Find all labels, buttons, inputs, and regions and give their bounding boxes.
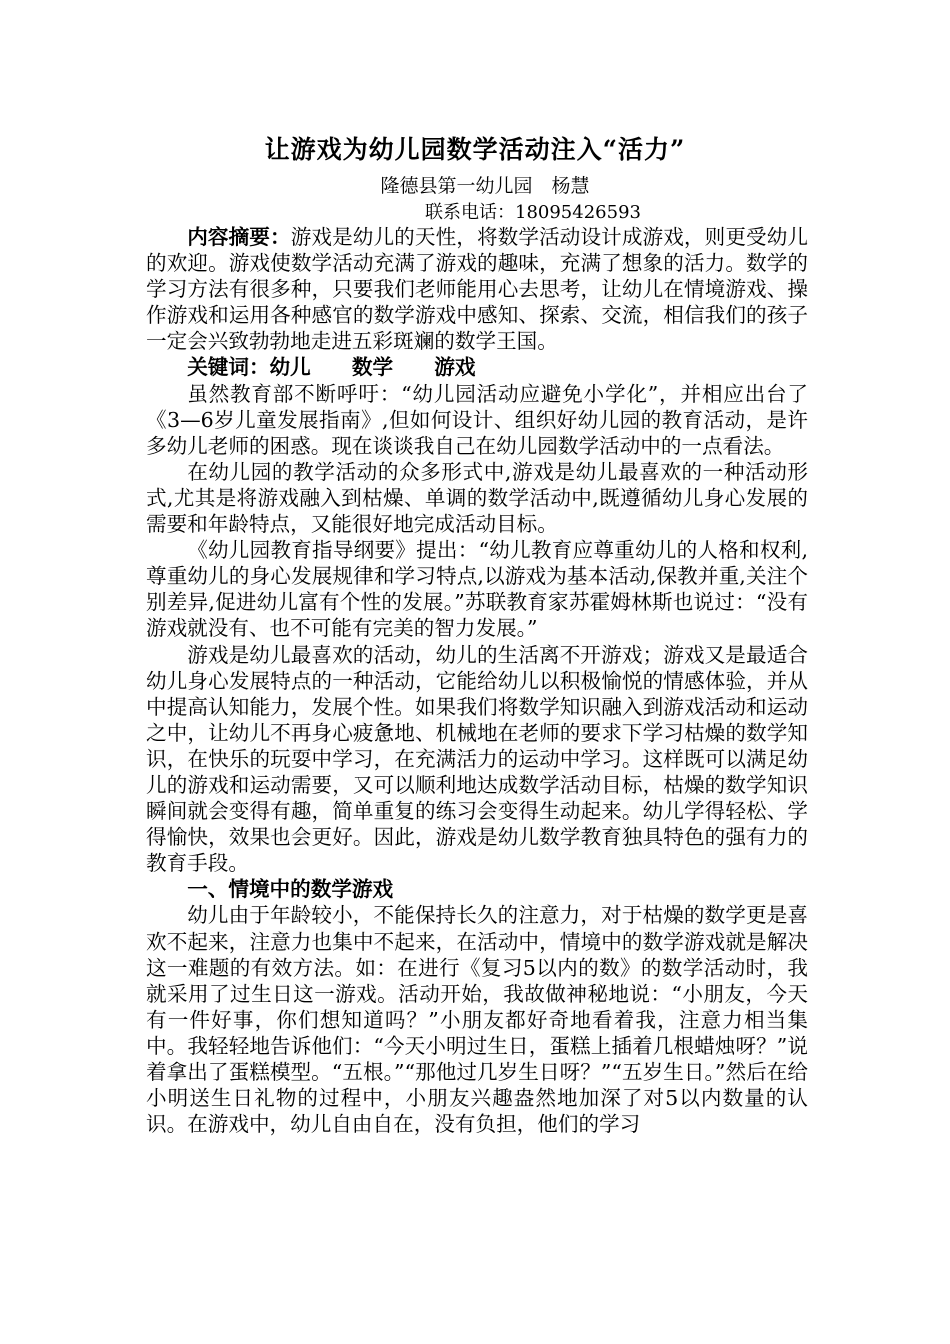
keywords-line: 关键词：幼儿 数学 游戏	[187, 355, 476, 380]
section-heading-1: 一、情境中的数学游戏	[187, 877, 394, 902]
body-paragraph-3: 《幼儿园教育指导纲要》提出：“幼儿教育应尊重幼儿的人格和权利,尊重幼儿的身心发展规律和学习特点,以游戏为基本活动,保教并重,关注个别差异,促进幼儿富有个性的发展。”苏联教育家苏霍姆林斯也说过：“没有游戏就没有、也不可能有完美的智力发展。”	[146, 538, 808, 641]
document-body	[146, 224, 808, 1137]
abstract-label: 内容摘要：	[187, 225, 291, 249]
author-line: 隆德县第一幼儿园 杨慧	[380, 175, 590, 197]
document-title: 让游戏为幼儿园数学活动注入“活力”	[264, 135, 686, 164]
abstract-text: 游戏是幼儿的天性，将数学活动设计成游戏，则更受幼儿的欢迎。游戏使数学活动充满了游戏的趣味，充满了想象的活力。数学的学习方法有很多种，只要我们老师能用心去思考，让幼儿在情境游戏、操作游戏和运用各种感官的数学游戏中感知、探索、交流，相信我们的孩子一定会兴致勃勃地走进五彩斑斓的数学王国。	[146, 225, 809, 354]
section-1-paragraph: 幼儿由于年龄较小，不能保持长久的注意力，对于枯燥的数学更是喜欢不起来，注意力也集中不起来，在活动中，情境中的数学游戏就是解决这一难题的有效方法。如：在进行《复习5以内的数》的数学活动时，我就采用了过生日这一游戏。活动开始，我故做神秘地说：“小朋友，今天有一件好事，你们想知道吗？”小朋友都好奇地看着我，注意力相当集中。我轻轻地告诉他们：“今天小明过生日，蛋糕上插着几根蜡烛呀？”说着拿出了蛋糕模型。“五根。”“那他过几岁生日呀？”“五岁生日。”然后在给小明送生日礼物的过程中，小朋友兴趣盎然地加深了对5以内数量的认识。在游戏中，幼儿自由自在，没有负担，他们的学习	[146, 903, 808, 1137]
contact-phone: 联系电话：18095426593	[425, 202, 641, 223]
body-paragraph-4: 游戏是幼儿最喜欢的活动，幼儿的生活离不开游戏；游戏又是最适合幼儿身心发展特点的一种活动，它能给幼儿以积极愉悦的情感体验，并从中提高认知能力，发展个性。如果我们将数学知识融入到游戏活动和运动之中，让幼儿不再身心疲惫地、机械地在老师的要求下学习枯燥的数学知识，在快乐的玩耍中学习，在充满活力的运动中学习。这样既可以满足幼儿的游戏和运动需要，又可以顺利地达成数学活动目标，枯燥的数学知识瞬间就会变得有趣，简单重复的练习会变得生动起来。幼儿学得轻松、学得愉快，效果也会更好。因此，游戏是幼儿数学教育独具特色的强有力的教育手段。	[146, 642, 808, 876]
abstract-paragraph	[146, 224, 808, 354]
body-paragraph-2: 在幼儿园的教学活动的众多形式中,游戏是幼儿最喜欢的一种活动形式,尤其是将游戏融入到枯燥、单调的数学活动中,既遵循幼儿身心发展的需要和年龄特点，又能很好地完成活动目标。	[146, 459, 808, 537]
body-paragraph-1: 虽然教育部不断呼吁：“幼儿园活动应避免小学化”，并相应出台了《3—6岁儿童发展指南》,但如何设计、组织好幼儿园的教育活动，是许多幼儿老师的困惑。现在谈谈我自己在幼儿园数学活动中的一点看法。	[146, 381, 808, 458]
